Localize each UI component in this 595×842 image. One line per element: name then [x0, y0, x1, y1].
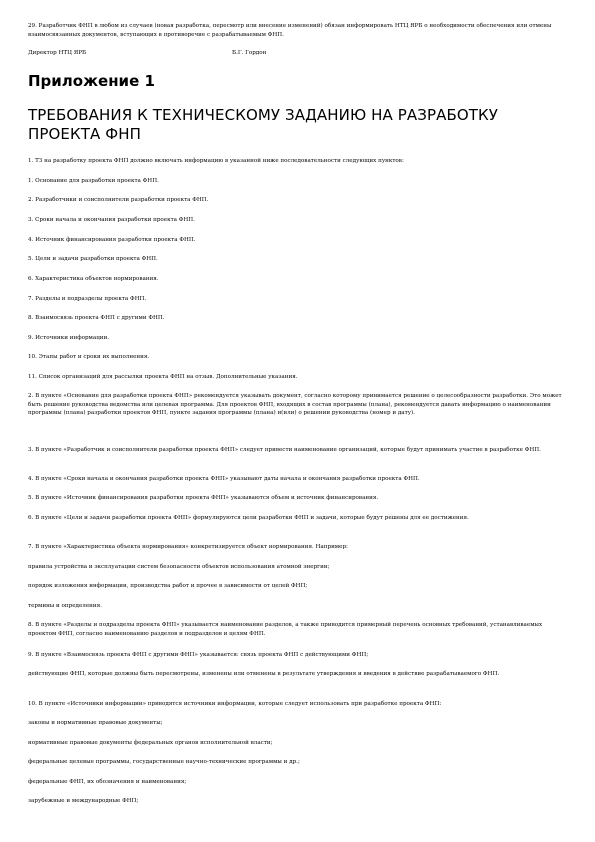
paragraph: 1. ТЗ на разработку проекта ФНП должно включать информацию в указанной ниже последовательности следующих пунктов: [28, 158, 404, 164]
paragraph: федеральные ФНП, их обозначения и наименования; [28, 779, 187, 785]
paragraph: 4. Источник финансирования разработки проекта ФНП. [28, 237, 196, 243]
paragraph: 9. Источники информации. [28, 335, 110, 341]
paragraph: зарубежные и международные ФНП; [28, 798, 139, 804]
paragraph: 3. В пункте «Разработчик и соисполнители разработки проекта ФНП» следует привести наименование организаций, которые будут принимать участие в разработке ФНП. [28, 447, 541, 453]
paragraph: 2. Разработчики и соисполнители разработки проекта ФНП. [28, 197, 209, 203]
paragraph: 8. Взаимосвязь проекта ФНП с другими ФНП. [28, 315, 165, 321]
paragraph: 8. В пункте «Разделы и подразделы проекта ФНП» указывается наименование разделов, а также приводится примерный перечень основных требований, устанавливаемых проектом ФНП, согласно наименованию разделов и подразделов и целям ФНП. [28, 622, 543, 637]
paragraph: действующие ФНП, которые должны быть пересмотрены, изменены или отменены в результате утверждения и введения в действие разрабатываемого ФНП. [28, 671, 500, 677]
paragraph: федеральные целевые программы, государственные научно-технические программы и др.; [28, 759, 300, 765]
paragraph: 5. Цели и задачи разработки проекта ФНП. [28, 256, 158, 262]
paragraph: порядок изложения информации, производства работ и прочее в зависимости от целей ФНП; [28, 583, 308, 589]
paragraph: 10. Этапы работ и сроки их выполнения. [28, 354, 150, 360]
paragraph: 6. В пункте «Цели и задачи разработки проекта ФНП» формулируются цели разработки ФНП и задачи, которые будут решены для ее достижения. [28, 515, 469, 521]
signature-name: Б.Г. Гордон [232, 50, 267, 56]
appendix-title: Приложение 1 [28, 72, 155, 90]
paragraph: нормативные правовые документы федеральных органов исполнительной власти; [28, 740, 273, 746]
paragraph: 2. В пункте «Основание для разработки проекта ФНП» рекомендуется указывать документ, согласно которому принимается решение о целесообразности разработки. Это может быть решение руководства ведомства или целевая программа. Для проектов ФНП, входящих в состав программы (плана), рекомендуется давать информацию о наименовании программы (плана) разработки проектов ФНП, пункте задания программы (плана) и(или) о решении руководства (номер и дату). [28, 393, 562, 417]
paragraph: 7. Разделы и подразделы проекта ФНП. [28, 296, 147, 302]
paragraph: 10. В пункте «Источники информации» приводятся источники информации, которые следует использовать при разработке проекта ФНП: [28, 701, 442, 707]
paragraph: законы и нормативные правовые документы; [28, 720, 163, 726]
paragraph: 3. Сроки начала и окончания разработки проекта ФНП. [28, 217, 195, 223]
paragraph: 5. В пункте «Источник финансирования разработки проекта ФНП» указываются объем и источник финансирования. [28, 495, 379, 501]
document-heading: ТРЕБОВАНИЯ К ТЕХНИЧЕСКОМУ ЗАДАНИЮ НА РАЗРАБОТКУ ПРОЕКТА ФНП [28, 106, 499, 143]
paragraph: 7. В пункте «Характеристика объекта нормирования» конкретизируется объект нормирования. Например: [28, 544, 348, 550]
signature-position: Директор НТЦ ЯРБ [28, 50, 87, 56]
paragraph: 6. Характеристика объектов нормирования. [28, 276, 159, 282]
paragraph: 11. Список организаций для рассылки проекта ФНП на отзыв. Дополнительные указания. [28, 374, 298, 380]
paragraph: термины и определения. [28, 603, 102, 609]
paragraph: правила устройства и эксплуатации систем безопасности объектов использования атомной энергии; [28, 564, 330, 570]
top-paragraph: 29. Разработчик ФНП в любом из случаев (новая разработка, пересмотр или внесение изменений) обязан информировать НТЦ ЯРБ о необходимости обеспечения или отмены взаимосвязанных документов, вступающих в противоречие с разрабатываемым ФНП. [28, 23, 552, 38]
paragraph: 9. В пункте «Взаимосвязь проекта ФНП с другими ФНП» указывается: связь проекта ФНП с действующими ФНП; [28, 652, 369, 658]
paragraph: 1. Основание для разработки проекта ФНП. [28, 178, 159, 184]
paragraph: 4. В пункте «Сроки начала и окончания разработки проекта ФНП» указывают даты начала и окончания разработки проекта ФНП. [28, 476, 420, 482]
